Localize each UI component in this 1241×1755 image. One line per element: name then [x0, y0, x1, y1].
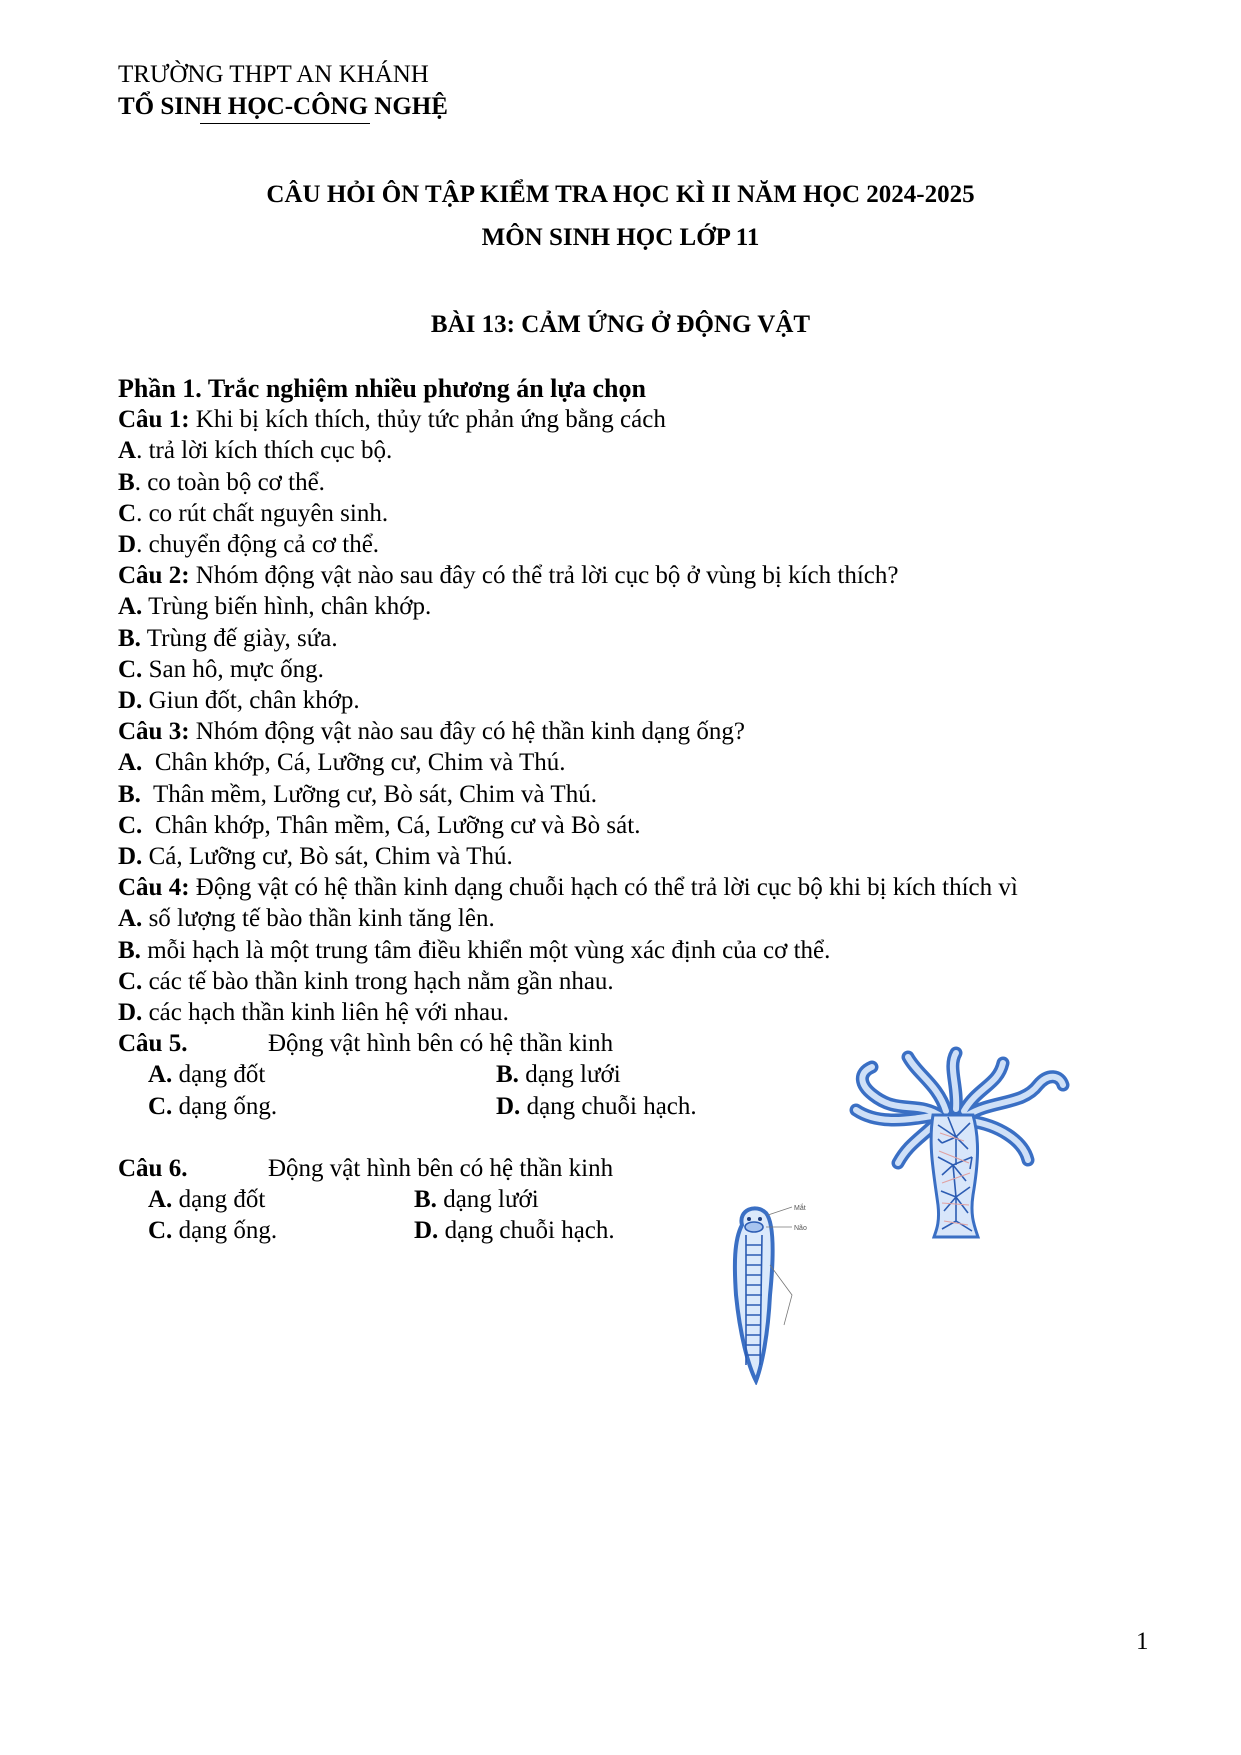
option-letter: C.	[148, 1092, 173, 1120]
flatworm-label-eye: Mắt	[794, 1205, 806, 1212]
option-2c	[118, 654, 1128, 685]
option-text: dạng đốt	[172, 1186, 266, 1214]
option-text: các tế bào thần kinh trong hạch nằm gần nhau.	[142, 967, 614, 995]
option-text: . chuyển động cả cơ thể.	[136, 531, 380, 559]
option-text: dạng lưới	[518, 1061, 621, 1089]
option-4a	[118, 903, 1128, 934]
option-letter: D.	[118, 999, 143, 1027]
option-letter: A.	[118, 905, 143, 933]
option-6d	[414, 1215, 615, 1246]
school-name: TRƯỜNG THPT AN KHÁNH	[118, 61, 429, 88]
option-letter: D.	[414, 1217, 439, 1245]
hydra-figure	[838, 1045, 1074, 1240]
option-letter: A.	[118, 593, 143, 621]
option-text: Chân khớp, Thân mềm, Cá, Lưỡng cư và Bò sát.	[142, 811, 641, 839]
option-text: . trả lời kích thích cục bộ.	[136, 437, 393, 465]
lesson-title: BÀI 13: CẢM ỨNG Ở ĐỘNG VẬT	[430, 311, 811, 338]
option-6c	[148, 1215, 277, 1246]
option-text: dạng chuỗi hạch.	[438, 1217, 615, 1245]
option-1c	[118, 498, 1128, 529]
option-text: các hạch thần kinh liên hệ với nhau.	[142, 999, 509, 1027]
option-letter: D	[118, 531, 137, 559]
option-4c	[118, 966, 1128, 997]
option-text: San hô, mực ống.	[142, 655, 324, 683]
option-3c	[118, 810, 1128, 841]
option-text: Trùng biến hình, chân khớp.	[142, 593, 432, 621]
option-letter: B.	[118, 936, 141, 964]
question-text: Nhóm động vật nào sau đây có thể trả lời cục bộ ở vùng bị kích thích?	[189, 562, 899, 590]
option-2b	[118, 623, 1128, 654]
question-text: Động vật hình bên có hệ thần kinh	[268, 1155, 614, 1183]
option-3b	[118, 779, 1128, 810]
option-letter: B.	[118, 780, 141, 808]
question-label: Câu 6.	[118, 1155, 188, 1183]
option-2a	[118, 591, 1128, 622]
subject-title: MÔN SINH HỌC LỚP 11	[481, 224, 760, 251]
option-letter: C.	[118, 811, 143, 839]
option-letter: B.	[496, 1061, 519, 1089]
option-letter: B.	[118, 624, 141, 652]
option-5a	[148, 1059, 265, 1090]
section-title: Phần 1. Trắc nghiệm nhiều phương án lựa chọn	[118, 374, 646, 403]
option-letter: A.	[148, 1061, 173, 1089]
option-3d	[118, 841, 1128, 872]
question-label: Câu 2:	[118, 562, 190, 590]
option-text: dạng chuỗi hạch.	[520, 1092, 697, 1120]
question-label: Câu 4:	[118, 874, 190, 902]
question-text: Động vật hình bên có hệ thần kinh	[268, 1030, 614, 1058]
option-4d	[118, 997, 1128, 1028]
question-label: Câu 5.	[118, 1030, 188, 1058]
option-5d	[496, 1091, 697, 1122]
question-3	[118, 716, 1128, 747]
exam-title: CÂU HỎI ÔN TẬP KIỂM TRA HỌC KÌ II NĂM HỌC 2024-2025	[266, 181, 975, 208]
option-text: Trùng đế giày, sứa.	[140, 624, 338, 652]
flatworm-figure	[712, 1195, 820, 1385]
option-3a	[118, 747, 1128, 778]
option-letter: A.	[148, 1186, 173, 1214]
option-letter: C.	[148, 1217, 173, 1245]
question-text: Nhóm động vật nào sau đây có hệ thần kinh dạng ống?	[189, 718, 745, 746]
option-6b	[414, 1184, 539, 1215]
question-4	[118, 872, 1128, 903]
question-label: Câu 3:	[118, 718, 190, 746]
option-text: . co rút chất nguyên sinh.	[136, 499, 389, 527]
question-2	[118, 560, 1128, 591]
option-letter: D.	[118, 687, 143, 715]
option-text: số lượng tế bào thần kinh tăng lên.	[142, 905, 495, 933]
question-1	[118, 404, 1128, 435]
page-number: 1	[1136, 1628, 1149, 1655]
option-letter: A.	[118, 749, 143, 777]
option-text: mỗi hạch là một trung tâm điều khiển một vùng xác định của cơ thể.	[140, 936, 831, 964]
option-letter: B.	[414, 1186, 437, 1214]
option-text: . co toàn bộ cơ thể.	[134, 468, 325, 496]
option-letter: C	[118, 499, 137, 527]
option-text: dạng đốt	[172, 1061, 266, 1089]
option-letter: C.	[118, 655, 143, 683]
option-text: dạng lưới	[436, 1186, 539, 1214]
option-text: Chân khớp, Cá, Lưỡng cư, Chim và Thú.	[142, 749, 566, 777]
option-5c	[148, 1091, 277, 1122]
option-1a	[118, 435, 1128, 466]
option-1b	[118, 467, 1128, 498]
option-text: dạng ống.	[172, 1217, 278, 1245]
option-2d	[118, 685, 1128, 716]
header-underline	[200, 123, 370, 124]
option-letter: D.	[118, 843, 143, 871]
option-4b	[118, 935, 1128, 966]
option-1d	[118, 529, 1128, 560]
question-label: Câu 1:	[118, 406, 190, 434]
option-text: Giun đốt, chân khớp.	[142, 687, 360, 715]
question-text: Khi bị kích thích, thủy tức phản ứng bằng cách	[189, 406, 666, 434]
option-text: dạng ống.	[172, 1092, 278, 1120]
option-letter: B	[118, 468, 135, 496]
option-letter: A	[118, 437, 137, 465]
option-text: Cá, Lưỡng cư, Bò sát, Chim và Thú.	[142, 843, 513, 871]
option-5b	[496, 1059, 621, 1090]
flatworm-label-brain: Não	[794, 1225, 807, 1232]
question-text: Động vật có hệ thần kinh dạng chuỗi hạch có thể trả lời cục bộ khi bị kích thích vì	[189, 874, 1018, 902]
option-letter: D.	[496, 1092, 521, 1120]
option-6a	[148, 1184, 265, 1215]
option-letter: C.	[118, 967, 143, 995]
department-name: TỔ SINH HỌC-CÔNG NGHỆ	[118, 93, 448, 120]
option-text: Thân mềm, Lưỡng cư, Bò sát, Chim và Thú.	[140, 780, 597, 808]
